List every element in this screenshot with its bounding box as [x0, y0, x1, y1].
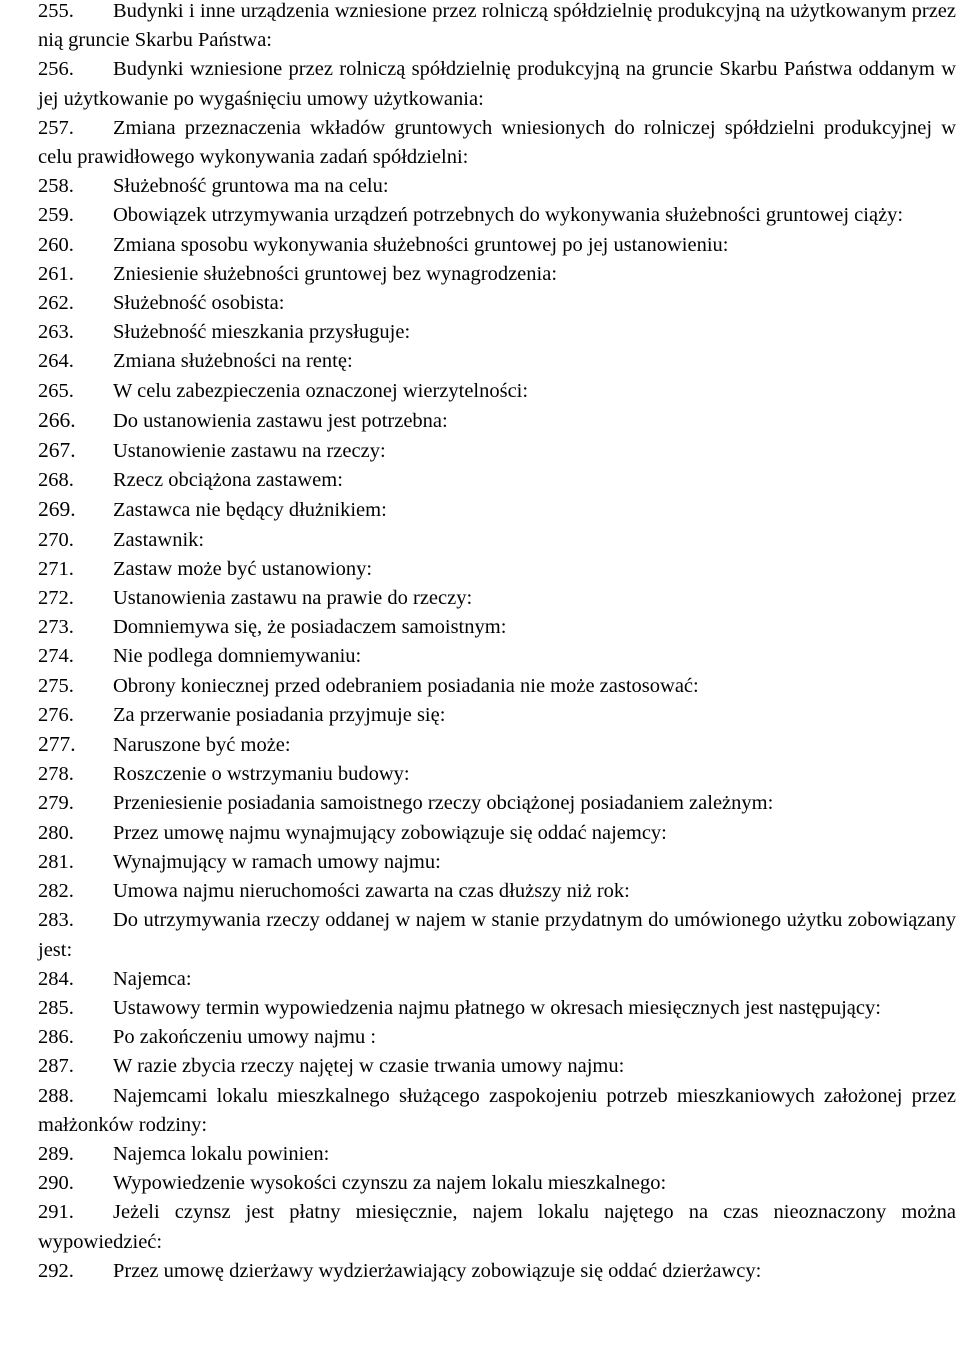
question-item — [38, 642, 956, 671]
question-text: Za przerwanie posiadania przyjmuje się: — [113, 703, 446, 726]
question-number: 286. — [38, 1026, 74, 1049]
question-text: Zastawnik: — [113, 528, 205, 551]
question-text: Wynajmujący w ramach umowy najmu: — [113, 850, 441, 873]
question-item — [38, 672, 956, 701]
question-item — [38, 114, 956, 172]
question-number: 281. — [38, 850, 74, 873]
question-item — [38, 613, 956, 642]
question-number: 282. — [38, 880, 74, 903]
question-number: 259. — [38, 204, 74, 227]
question-item — [38, 789, 956, 818]
question-item — [38, 848, 956, 877]
question-text: Najemca: — [113, 967, 192, 990]
question-text: Przez umowę najmu wynajmujący zobowiązuje się oddać najemcy: — [113, 821, 667, 844]
question-list — [38, 0, 956, 1286]
question-text: Obowiązek utrzymywania urządzeń potrzebnych do wykonywania służebności gruntowej ciąży: — [113, 204, 904, 227]
question-item — [38, 526, 956, 555]
question-number: 265. — [38, 379, 74, 402]
question-item — [38, 701, 956, 730]
question-number: 279. — [38, 792, 74, 815]
question-item — [38, 466, 956, 495]
question-text: W razie zbycia rzeczy najętej w czasie trwania umowy najmu: — [113, 1055, 625, 1078]
question-item — [38, 555, 956, 584]
question-text: Zmiana służebności na rentę: — [113, 350, 353, 373]
question-item — [38, 760, 956, 789]
question-text: Zmiana sposobu wykonywania służebności gruntowej po jej ustanowieniu: — [113, 233, 729, 256]
question-number: 268. — [38, 469, 74, 492]
question-text: Zastawca nie będący dłużnikiem: — [113, 499, 387, 522]
question-number: 271. — [38, 557, 74, 580]
question-item — [38, 1052, 956, 1081]
question-text: Umowa najmu nieruchomości zawarta na czas dłuższy niż rok: — [113, 880, 630, 903]
question-item — [38, 1198, 956, 1256]
question-item — [38, 318, 956, 347]
question-text: Budynki wzniesione przez rolniczą spółdzielnię produkcyjną na gruncie Skarbu Państwa oddanym w jej użytkowanie po wygaśnięciu umowy użytkowania: — [38, 58, 956, 110]
question-text: Roszczenie o wstrzymaniu budowy: — [113, 763, 410, 786]
question-number: 272. — [38, 587, 74, 610]
question-item — [38, 1023, 956, 1052]
question-item — [38, 260, 956, 289]
question-number: 260. — [38, 233, 74, 256]
question-number: 263. — [38, 321, 74, 344]
question-text: Przez umowę dzierżawy wydzierżawiający zobowiązuje się oddać dzierżawcy: — [113, 1259, 762, 1282]
question-item — [38, 0, 956, 55]
question-number: 258. — [38, 175, 74, 198]
question-number: 256. — [38, 58, 74, 81]
question-text: Zastaw może być ustanowiony: — [113, 557, 373, 580]
question-item — [38, 877, 956, 906]
question-item — [38, 1082, 956, 1140]
question-number: 283. — [38, 909, 74, 932]
question-number: 269. — [38, 497, 76, 522]
question-item — [38, 289, 956, 318]
question-number: 255. — [38, 0, 74, 22]
question-number: 278. — [38, 763, 74, 786]
question-item — [38, 1257, 956, 1286]
question-text: Do ustanowienia zastawu jest potrzebna: — [113, 409, 448, 432]
question-item — [38, 1140, 956, 1169]
question-text: Rzecz obciążona zastawem: — [113, 469, 343, 492]
question-text: Najemcami lokalu mieszkalnego służącego zaspokojeniu potrzeb mieszkaniowych założonej przez małżonków rodziny: — [38, 1084, 956, 1136]
question-item — [38, 406, 956, 436]
question-text: Jeżeli czynsz jest płatny miesięcznie, najem lokalu najętego na czas nieoznaczony można wypowiedzieć: — [38, 1201, 956, 1253]
question-number: 277. — [38, 732, 76, 757]
question-number: 288. — [38, 1084, 74, 1107]
question-item — [38, 730, 956, 760]
question-number: 261. — [38, 262, 74, 285]
question-text: Po zakończeniu umowy najmu : — [113, 1026, 377, 1049]
question-text: Służebność mieszkania przysługuje: — [113, 321, 411, 344]
question-item — [38, 231, 956, 260]
question-text: Zniesienie służebności gruntowej bez wynagrodzenia: — [113, 262, 558, 285]
question-number: 276. — [38, 703, 74, 726]
question-number: 264. — [38, 350, 74, 373]
question-text: Ustanowienie zastawu na rzeczy: — [113, 440, 386, 463]
question-number: 280. — [38, 821, 74, 844]
question-item — [38, 55, 956, 113]
question-text: Służebność osobista: — [113, 292, 285, 315]
question-text: Wypowiedzenie wysokości czynszu za najem lokalu mieszkalnego: — [113, 1172, 667, 1195]
question-text: Nie podlega domniemywaniu: — [113, 645, 362, 668]
question-number: 267. — [38, 438, 76, 463]
question-item — [38, 347, 956, 376]
question-item — [38, 495, 956, 525]
question-item — [38, 906, 956, 964]
question-text: Ustawowy termin wypowiedzenia najmu płatnego w okresach miesięcznych jest następujący: — [113, 996, 881, 1019]
question-number: 262. — [38, 292, 74, 315]
question-item — [38, 377, 956, 406]
question-item — [38, 819, 956, 848]
question-text: Domniemywa się, że posiadaczem samoistnym: — [113, 616, 507, 639]
question-number: 292. — [38, 1259, 74, 1282]
question-text: Ustanowienia zastawu na prawie do rzeczy: — [113, 587, 473, 610]
question-text: Do utrzymywania rzeczy oddanej w najem w stanie przydatnym do umówionego użytku zobowiązany jest: — [38, 909, 956, 961]
question-item — [38, 1169, 956, 1198]
question-text: Obrony koniecznej przed odebraniem posiadania nie może zastosować: — [113, 674, 699, 697]
question-text: Zmiana przeznaczenia wkładów gruntowych wniesionych do rolniczej spółdzielni produkcyjnej w celu prawidłowego wykonywania zadań spółdzielni: — [38, 116, 956, 169]
question-text: Budynki i inne urządzenia wzniesione przez rolniczą spółdzielnię produkcyjną na użytkowanym przez nią gruncie Skarbu Państwa: — [38, 0, 956, 52]
question-item — [38, 201, 956, 230]
question-number: 290. — [38, 1172, 74, 1195]
question-number: 289. — [38, 1142, 74, 1165]
question-item — [38, 965, 956, 994]
question-number: 257. — [38, 116, 74, 139]
question-number: 291. — [38, 1201, 74, 1224]
question-text: Służebność gruntowa ma na celu: — [113, 175, 389, 198]
question-text: Najemca lokalu powinien: — [113, 1142, 330, 1165]
question-text: W celu zabezpieczenia oznaczonej wierzytelności: — [113, 379, 529, 402]
question-number: 284. — [38, 967, 74, 990]
question-text: Przeniesienie posiadania samoistnego rzeczy obciążonej posiadaniem zależnym: — [113, 792, 774, 815]
question-number: 270. — [38, 528, 74, 551]
question-item — [38, 172, 956, 201]
question-number: 275. — [38, 674, 74, 697]
question-number: 266. — [38, 407, 76, 432]
question-number: 287. — [38, 1055, 74, 1078]
question-item — [38, 584, 956, 613]
question-item — [38, 436, 956, 466]
question-text: Naruszone być może: — [113, 734, 291, 757]
question-number: 285. — [38, 996, 74, 1019]
question-number: 274. — [38, 645, 74, 668]
question-item — [38, 994, 956, 1023]
question-number: 273. — [38, 616, 74, 639]
